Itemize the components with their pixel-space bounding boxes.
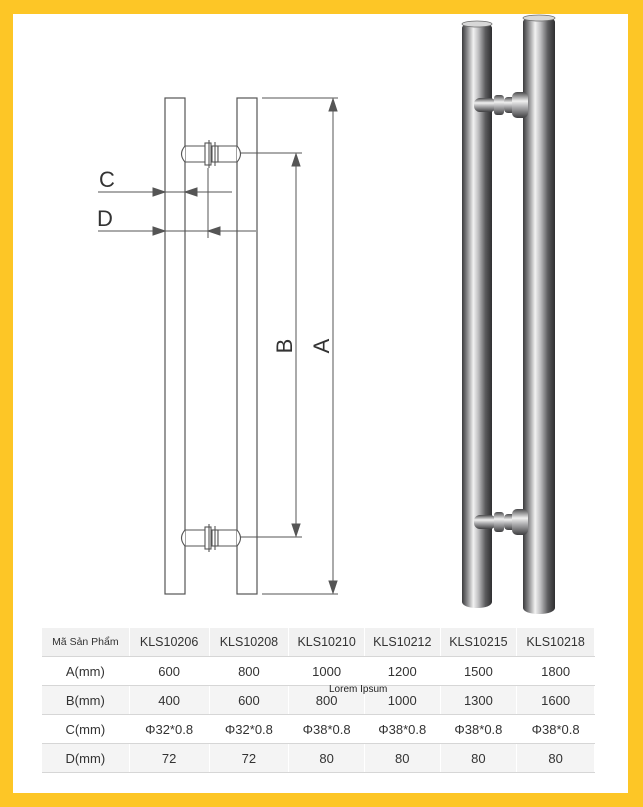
drawing-bars bbox=[165, 98, 257, 594]
table-cell: 72 bbox=[209, 744, 289, 773]
dimension-c bbox=[98, 170, 232, 196]
table-cell: 80 bbox=[517, 744, 595, 773]
table-cell: Φ38*0.8 bbox=[517, 715, 595, 744]
product-photo bbox=[462, 15, 555, 614]
top-connector bbox=[182, 140, 241, 168]
table-cell: 600 bbox=[129, 657, 209, 686]
row-label: C(mm) bbox=[42, 715, 129, 744]
table-cell: 1600 bbox=[517, 686, 595, 715]
dimension-d bbox=[98, 168, 256, 238]
header-cell: KLS10206 bbox=[129, 628, 209, 657]
table-cell: 1300 bbox=[440, 686, 517, 715]
bottom-connector bbox=[182, 524, 241, 552]
table-row bbox=[42, 657, 595, 686]
label-c: C bbox=[99, 167, 115, 192]
table-cell: 1800 bbox=[517, 657, 595, 686]
table-cell: 800 bbox=[209, 657, 289, 686]
row-label: D(mm) bbox=[42, 744, 129, 773]
header-product-code: Mã Sản Phẩm bbox=[42, 628, 129, 657]
table-cell: Φ38*0.8 bbox=[440, 715, 517, 744]
row-label: B(mm) bbox=[42, 686, 129, 715]
header-cell: KLS10208 bbox=[209, 628, 289, 657]
table-cell: 80 bbox=[440, 744, 517, 773]
right-bar bbox=[237, 98, 257, 594]
table-cell: 1000 bbox=[289, 657, 365, 686]
table-header-row bbox=[42, 628, 595, 657]
header-cell: KLS10215 bbox=[440, 628, 517, 657]
table-row bbox=[42, 744, 595, 773]
table-cell: 600 bbox=[209, 686, 289, 715]
table-cell: 1000 bbox=[364, 686, 440, 715]
table-cell: 400 bbox=[129, 686, 209, 715]
header-cell: KLS10218 bbox=[517, 628, 595, 657]
table-cell: Φ32*0.8 bbox=[129, 715, 209, 744]
table-cell: 800 bbox=[289, 686, 365, 715]
left-bar bbox=[165, 98, 185, 594]
header-cell: KLS10212 bbox=[364, 628, 440, 657]
table-cell: Φ32*0.8 bbox=[209, 715, 289, 744]
label-b: B bbox=[272, 338, 297, 354]
table-cell: 80 bbox=[289, 744, 365, 773]
table-cell: 80 bbox=[364, 744, 440, 773]
table-cell: Φ38*0.8 bbox=[364, 715, 440, 744]
table-row bbox=[42, 686, 595, 715]
table-cell: Φ38*0.8 bbox=[289, 715, 365, 744]
table-row bbox=[42, 715, 595, 744]
caption-text: Lorem Ipsum bbox=[329, 684, 388, 695]
label-d: D bbox=[97, 206, 113, 231]
spec-table bbox=[42, 628, 595, 773]
table-cell: 1200 bbox=[364, 657, 440, 686]
table-cell: 72 bbox=[129, 744, 209, 773]
label-a: A bbox=[309, 338, 334, 354]
header-cell: KLS10210 bbox=[289, 628, 365, 657]
table-cell: 1500 bbox=[440, 657, 517, 686]
row-label: A(mm) bbox=[42, 657, 129, 686]
